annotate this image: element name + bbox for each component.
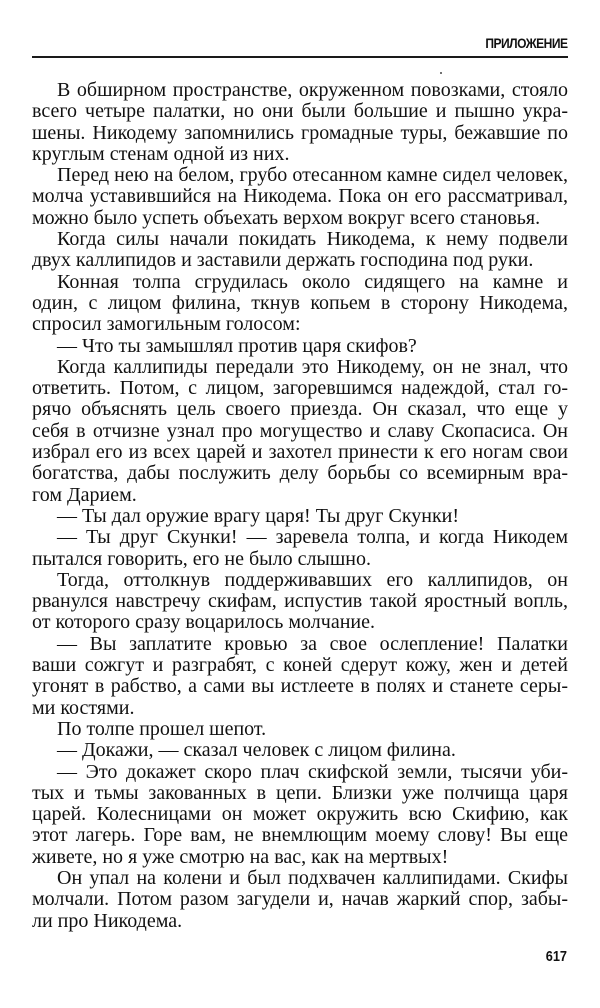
- text-line: Когда каллипиды передали это Никодему, он не знал, что: [57, 355, 568, 378]
- paragraph: [32, 719, 568, 740]
- text-line: от которого сразу воцарилось молчание.: [32, 611, 375, 634]
- text-line: один, с лицом филина, ткнув копьем в сторону Никодема,: [32, 291, 568, 314]
- text-line: пытался говорить, его не было слышно.: [32, 547, 371, 570]
- text-line: рванулся навстречу скифам, испустив такой яростный вопль,: [32, 590, 568, 613]
- page-number: 617: [545, 948, 567, 965]
- running-head: ПРИЛОЖЕНИЕ: [484, 35, 567, 51]
- text-line: Когда силы начали покидать Никодема, к нему подвели: [57, 228, 568, 251]
- paragraph: [32, 506, 568, 527]
- paragraph: [32, 80, 568, 165]
- text-line: живете, но я уже смотрю на вас, как на мертвых!: [32, 845, 449, 868]
- text-line: двух каллипидов и заставили держать господина под руки.: [32, 249, 534, 272]
- text-line: ваши сожгут и разграбят, с коней сдерут кожу, жен и детей: [32, 654, 568, 677]
- paragraph: [32, 336, 568, 357]
- paragraph: [32, 229, 568, 272]
- paragraph: [32, 570, 568, 634]
- body-text: [32, 80, 568, 932]
- text-line: ли про Никодема.: [32, 909, 183, 932]
- text-line: В обширном пространстве, окруженном повозками, стояло: [57, 79, 568, 101]
- text-line: — Ты дал оружие врагу царя! Ты друг Скунки!: [57, 504, 460, 527]
- text-line: ответить. Потом, с лицом, загоревшимся надеждой, стал го-: [32, 377, 568, 400]
- scan-speck: [440, 72, 442, 74]
- paragraph: [32, 740, 568, 761]
- text-line: этот лагерь. Горе вам, не внемлющим моему слову! Вы еще: [32, 824, 568, 847]
- text-line: Тогда, оттолкнув поддерживавших его каллипидов, он: [57, 568, 568, 591]
- text-line: богатства, дабы послужить делу борьбы со всемирным вра-: [32, 462, 568, 485]
- text-line: круглым стенам одной из них.: [32, 142, 290, 165]
- paragraph: [32, 762, 568, 868]
- paragraph: [32, 868, 568, 932]
- text-line: можно было успеть объехать верхом вокруг всего становья.: [32, 206, 541, 229]
- text-line: всего четыре палатки, но они были большие и пышно укра-: [32, 100, 568, 123]
- text-line: рячо объяснять цель своего приезда. Он сказал, что еще у: [32, 398, 568, 421]
- text-line: По толпе прошел шепот.: [57, 717, 267, 740]
- paragraph: [32, 357, 568, 506]
- text-line: ми костями.: [32, 696, 135, 719]
- text-line: избрал его из всех царей и захотел принести к его ногам свои: [32, 441, 568, 464]
- header-rule: [32, 56, 568, 58]
- text-line: — Это докажет скоро плач скифской земли, тысячи уби-: [57, 760, 568, 783]
- text-line: — Вы заплатите кровью за свое ослепление! Палатки: [57, 632, 568, 655]
- text-line: угонят в рабство, а сами вы истлеете в полях и станете серы-: [32, 675, 568, 698]
- text-line: — Докажи, — сказал человек с лицом филина.: [57, 739, 456, 762]
- text-line: гом Дарием.: [32, 483, 137, 506]
- text-line: Конная толпа сгрудилась около сидящего на камне и: [57, 270, 568, 293]
- text-line: — Что ты замышлял против царя скифов?: [57, 334, 417, 357]
- text-line: Перед нею на белом, грубо отесанном камне сидел человек,: [57, 164, 568, 187]
- paragraph: [32, 165, 568, 229]
- text-line: — Ты друг Скунки! — заревела толпа, и когда Никодем: [57, 526, 568, 549]
- text-line: царей. Колесницами он может окружить всю Скифию, как: [32, 803, 568, 826]
- text-line: спросил замогильным голосом:: [32, 313, 301, 336]
- text-line: молча уставившийся на Никодема. Пока он его рассматривал,: [32, 185, 568, 208]
- paragraph: [32, 272, 568, 336]
- text-line: молчали. Потом разом загудели и, начав жаркий спор, забы-: [32, 888, 568, 911]
- text-line: Он упал на колени и был подхвачен каллипидами. Скифы: [57, 866, 568, 889]
- text-line: шены. Никодему запомнились громадные туры, бежавшие по: [32, 121, 568, 144]
- text-line: тых и тьмы закованных в цепи. Близки уже полчища царя: [32, 781, 568, 804]
- paragraph: [32, 527, 568, 570]
- text-line: себя в отчизне узнал про могущество и славу Скопасиса. Он: [32, 419, 568, 442]
- paragraph: [32, 634, 568, 719]
